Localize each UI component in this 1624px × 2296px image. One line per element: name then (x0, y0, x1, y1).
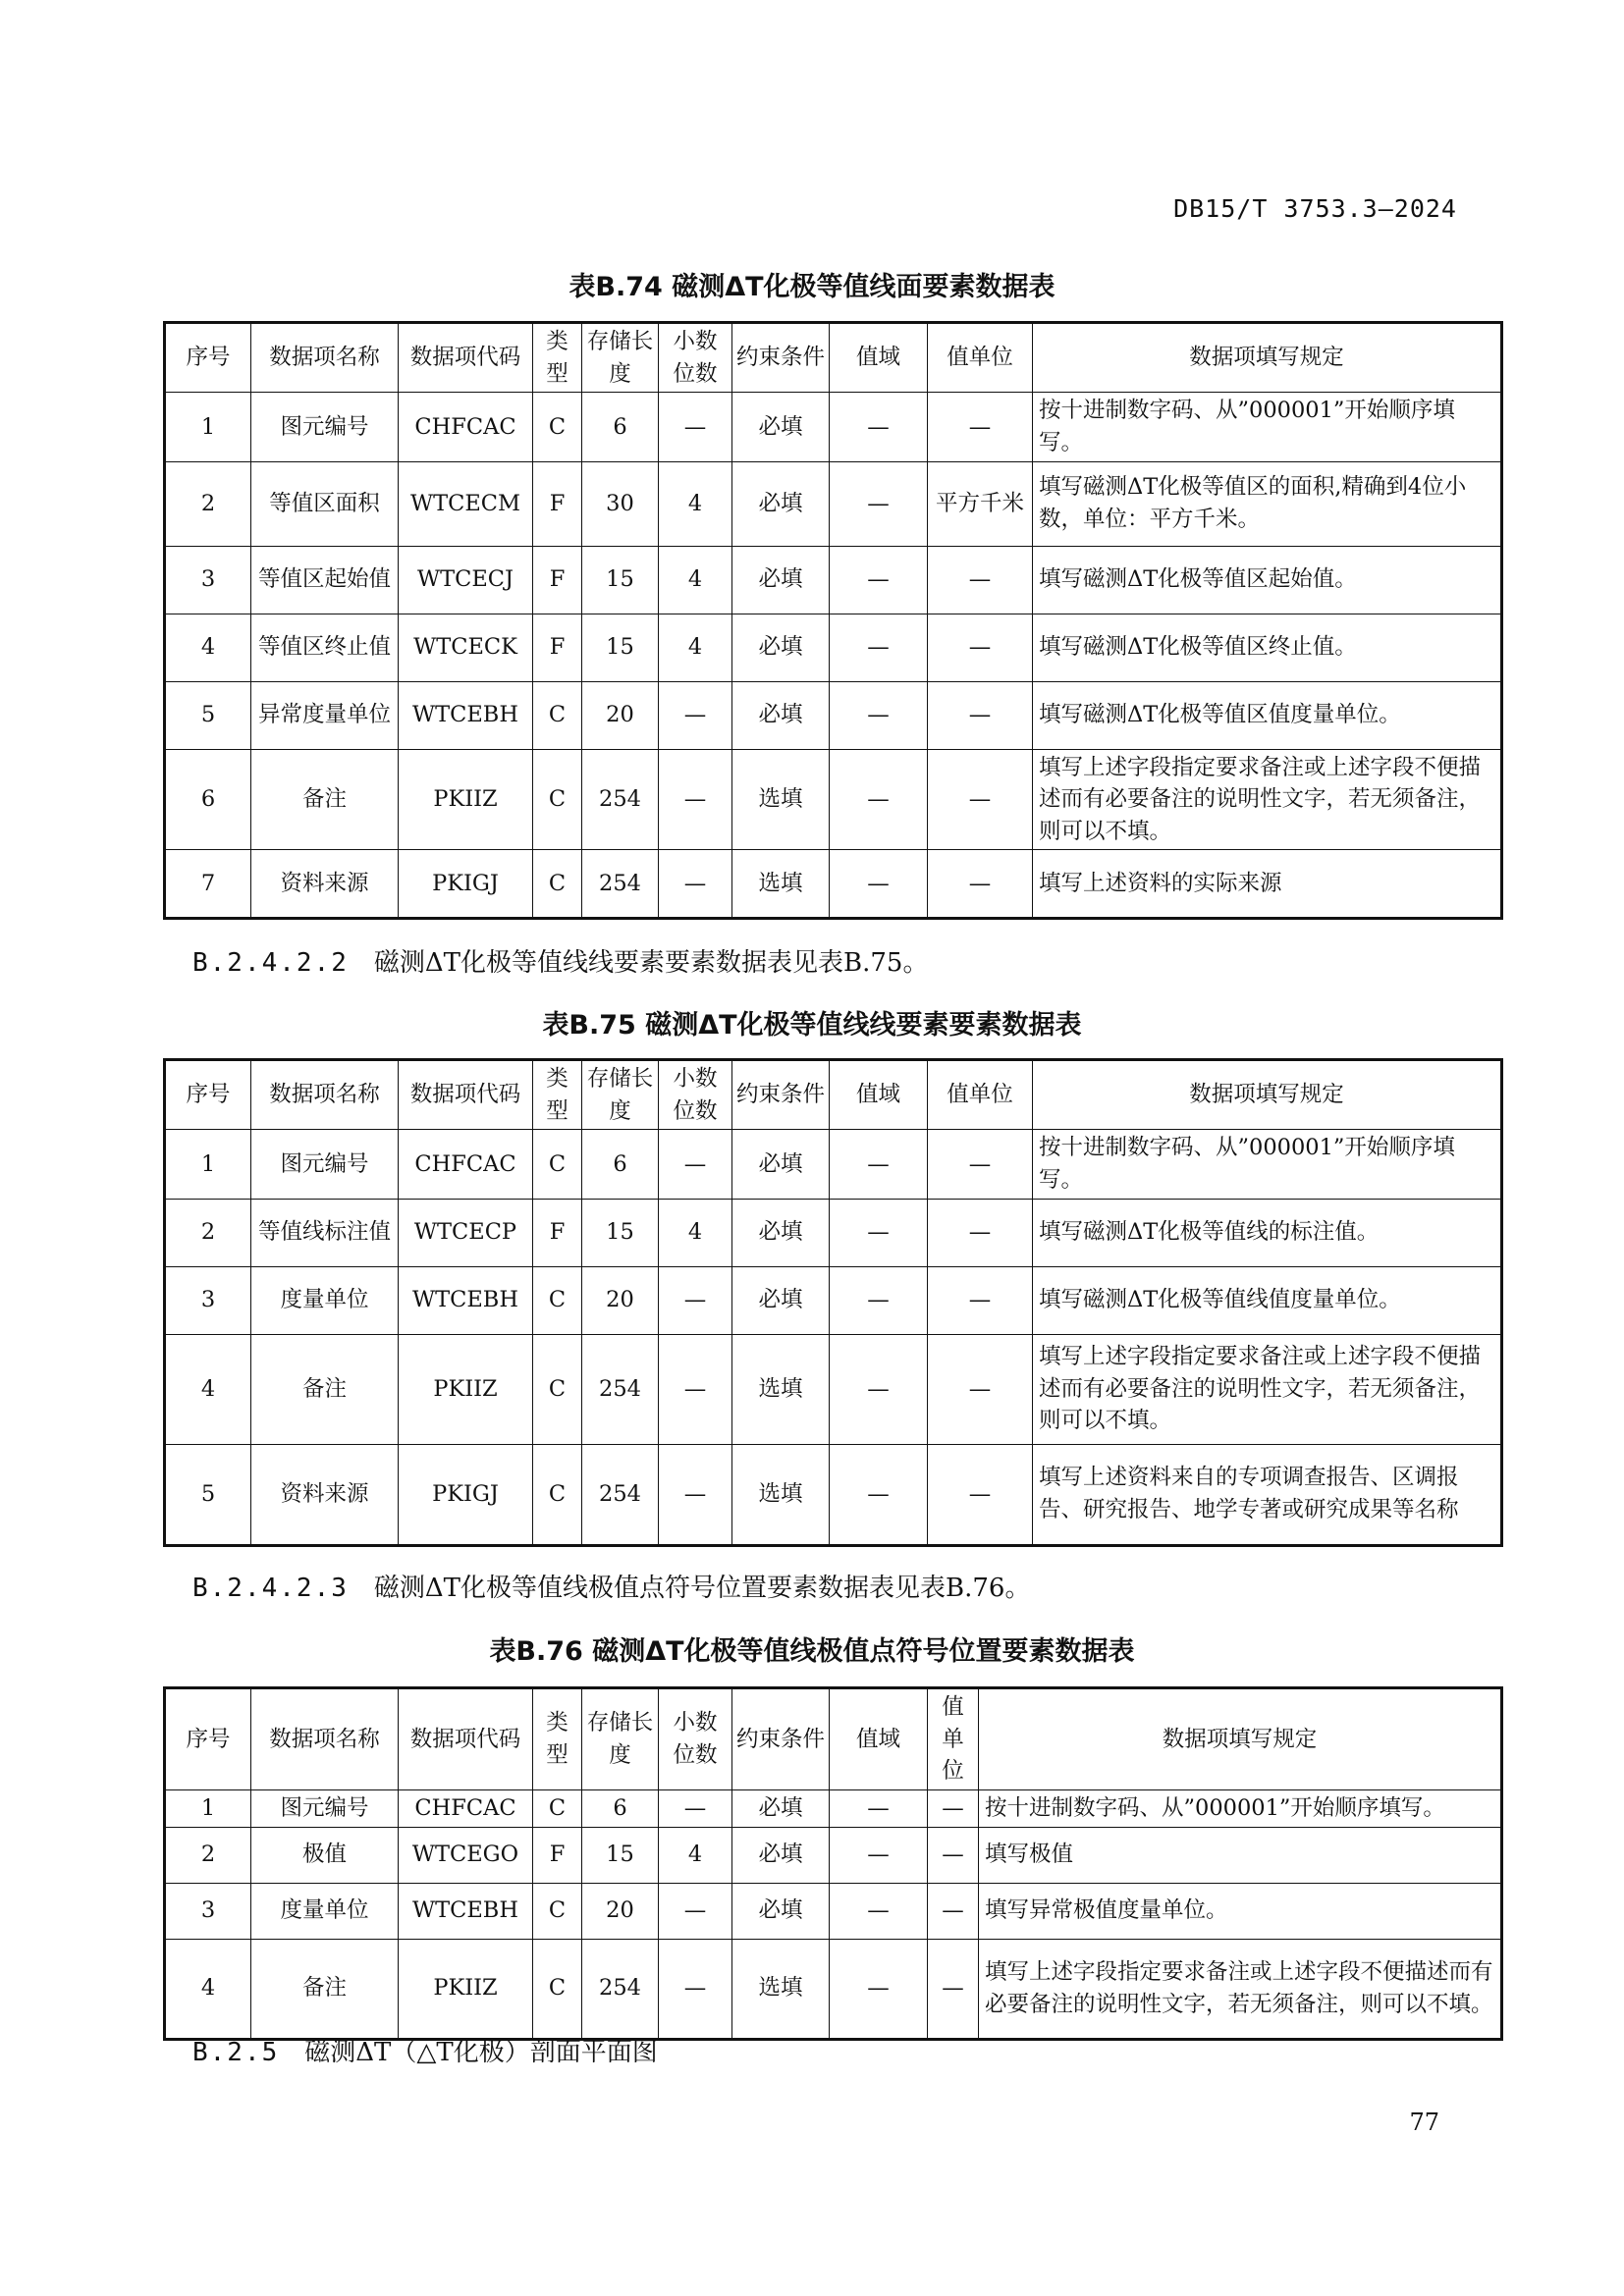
table-title-b75: 表B.75 磁测ΔT化极等值线线要素要素数据表 (542, 1010, 1082, 1041)
column-header-seq: 序号 (165, 1060, 251, 1130)
cell-length: 6 (582, 1130, 659, 1199)
cell-rule: 填写极值 (979, 1827, 1502, 1883)
table-row (165, 1883, 1502, 1939)
cell-constraint: 必填 (732, 614, 830, 681)
cell-length: 254 (582, 749, 659, 850)
cell-constraint: 必填 (732, 1266, 830, 1334)
cell-type: C (533, 681, 582, 749)
clause-b2422 (192, 942, 928, 979)
cell-type: C (533, 1789, 582, 1827)
cell-rule: 填写磁测ΔT化极等值区起始值。 (1033, 546, 1502, 614)
cell-seq: 2 (165, 461, 251, 546)
cell-type: C (533, 393, 582, 461)
cell-type: C (533, 1130, 582, 1199)
cell-unit: — (928, 1266, 1033, 1334)
cell-seq: 4 (165, 614, 251, 681)
cell-constraint: 选填 (732, 850, 830, 919)
cell-unit: — (928, 749, 1033, 850)
table-header-row (165, 323, 1502, 393)
cell-domain: — (830, 1789, 928, 1827)
cell-item-name: 度量单位 (251, 1266, 399, 1334)
cell-type: C (533, 850, 582, 919)
column-header-item-name: 数据项名称 (251, 1060, 399, 1130)
cell-type: C (533, 1444, 582, 1545)
cell-constraint: 选填 (732, 1939, 830, 2039)
column-header-item-code: 数据项代码 (399, 323, 533, 393)
column-header-decimals: 小数位数 (659, 1688, 732, 1790)
cell-type: F (533, 1827, 582, 1883)
table-b74 (163, 321, 1503, 920)
cell-domain: — (830, 393, 928, 461)
cell-rule: 填写磁测ΔT化极等值线值度量单位。 (1033, 1266, 1502, 1334)
cell-type: F (533, 546, 582, 614)
table-b76 (163, 1686, 1503, 2041)
cell-unit: 平方千米 (928, 461, 1033, 546)
column-header-item-name: 数据项名称 (251, 1688, 399, 1790)
table-row (165, 850, 1502, 919)
cell-constraint: 选填 (732, 1334, 830, 1444)
cell-constraint: 必填 (732, 1789, 830, 1827)
cell-length: 15 (582, 1827, 659, 1883)
cell-seq: 1 (165, 1130, 251, 1199)
table-header-row (165, 1688, 1502, 1790)
table-row (165, 614, 1502, 681)
cell-length: 254 (582, 1334, 659, 1444)
column-header-constraint: 约束条件 (732, 1060, 830, 1130)
cell-decimals: — (659, 1334, 732, 1444)
cell-unit: — (928, 1939, 979, 2039)
cell-unit: — (928, 393, 1033, 461)
cell-item-name: 图元编号 (251, 1789, 399, 1827)
cell-decimals: — (659, 1939, 732, 2039)
cell-item-name: 等值区面积 (251, 461, 399, 546)
cell-item-name: 等值线标注值 (251, 1199, 399, 1266)
document-code: DB15/T 3753.3—2024 (1173, 194, 1457, 223)
cell-unit: — (928, 1444, 1033, 1545)
table-row (165, 1334, 1502, 1444)
cell-decimals: — (659, 1266, 732, 1334)
cell-item-code: WTCECK (399, 614, 533, 681)
table-row (165, 681, 1502, 749)
cell-length: 15 (582, 614, 659, 681)
table-b75 (163, 1058, 1503, 1547)
cell-unit: — (928, 1883, 979, 1939)
cell-seq: 3 (165, 546, 251, 614)
cell-decimals: 4 (659, 614, 732, 681)
cell-domain: — (830, 681, 928, 749)
table-row (165, 461, 1502, 546)
cell-constraint: 必填 (732, 681, 830, 749)
column-header-rule: 数据项填写规定 (1033, 1060, 1502, 1130)
cell-item-code: PKIIZ (399, 1334, 533, 1444)
cell-seq: 2 (165, 1199, 251, 1266)
clause-text: 磁测ΔT化极等值线线要素要素数据表见表B.75。 (373, 948, 929, 978)
column-header-type: 类型 (533, 1688, 582, 1790)
cell-item-code: PKIIZ (399, 749, 533, 850)
cell-decimals: — (659, 681, 732, 749)
cell-type: F (533, 461, 582, 546)
cell-constraint: 必填 (732, 1199, 830, 1266)
column-header-seq: 序号 (165, 1688, 251, 1790)
cell-seq: 6 (165, 749, 251, 850)
column-header-decimals: 小数位数 (659, 323, 732, 393)
column-header-domain: 值域 (830, 323, 928, 393)
cell-item-name: 异常度量单位 (251, 681, 399, 749)
column-header-length: 存储长度 (582, 1688, 659, 1790)
cell-unit: — (928, 681, 1033, 749)
cell-domain: — (830, 1444, 928, 1545)
table-title-b76: 表B.76 磁测ΔT化极等值线极值点符号位置要素数据表 (489, 1636, 1135, 1667)
table-row (165, 1199, 1502, 1266)
cell-item-code: PKIGJ (399, 1444, 533, 1545)
cell-domain: — (830, 1883, 928, 1939)
cell-item-code: WTCEBH (399, 1883, 533, 1939)
cell-length: 6 (582, 393, 659, 461)
cell-type: C (533, 749, 582, 850)
cell-decimals: 4 (659, 1199, 732, 1266)
cell-length: 30 (582, 461, 659, 546)
cell-decimals: — (659, 393, 732, 461)
cell-constraint: 必填 (732, 1130, 830, 1199)
cell-domain: — (830, 546, 928, 614)
table-row (165, 1939, 1502, 2039)
cell-length: 15 (582, 546, 659, 614)
cell-domain: — (830, 614, 928, 681)
section-title: 磁测ΔT（△T化极）剖面平面图 (304, 2038, 658, 2067)
cell-decimals: — (659, 749, 732, 850)
column-header-type: 类型 (533, 1060, 582, 1130)
table-row (165, 1444, 1502, 1545)
cell-decimals: 4 (659, 1827, 732, 1883)
cell-domain: — (830, 1827, 928, 1883)
cell-rule: 填写上述字段指定要求备注或上述字段不便描述而有必要备注的说明性文字，若无须备注，则可以不填。 (1033, 749, 1502, 850)
clause-b2423 (192, 1568, 1030, 1604)
cell-item-code: WTCECM (399, 461, 533, 546)
column-header-length: 存储长度 (582, 1060, 659, 1130)
cell-length: 15 (582, 1199, 659, 1266)
cell-item-name: 资料来源 (251, 850, 399, 919)
cell-constraint: 必填 (732, 461, 830, 546)
cell-seq: 2 (165, 1827, 251, 1883)
cell-seq: 3 (165, 1266, 251, 1334)
column-header-constraint: 约束条件 (732, 1688, 830, 1790)
cell-item-code: WTCEBH (399, 681, 533, 749)
cell-rule: 按十进制数字码、从”000001”开始顺序填写。 (1033, 1130, 1502, 1199)
table-row (165, 1827, 1502, 1883)
cell-domain: — (830, 850, 928, 919)
cell-length: 6 (582, 1789, 659, 1827)
cell-item-name: 极值 (251, 1827, 399, 1883)
column-header-unit: 值单位 (928, 323, 1033, 393)
column-header-item-code: 数据项代码 (399, 1688, 533, 1790)
cell-seq: 3 (165, 1883, 251, 1939)
cell-type: C (533, 1883, 582, 1939)
cell-item-name: 备注 (251, 749, 399, 850)
column-header-item-code: 数据项代码 (399, 1060, 533, 1130)
cell-item-code: WTCEGO (399, 1827, 533, 1883)
cell-domain: — (830, 1939, 928, 2039)
clause-text: 磁测ΔT化极等值线极值点符号位置要素数据表见表B.76。 (373, 1574, 1031, 1603)
cell-seq: 7 (165, 850, 251, 919)
cell-item-name: 图元编号 (251, 1130, 399, 1199)
cell-rule: 填写上述字段指定要求备注或上述字段不便描述而有必要备注的说明性文字，若无须备注，则可以不填。 (979, 1939, 1502, 2039)
cell-unit: — (928, 1130, 1033, 1199)
column-header-unit: 值单位 (928, 1060, 1033, 1130)
cell-type: C (533, 1939, 582, 2039)
cell-length: 20 (582, 1883, 659, 1939)
column-header-seq: 序号 (165, 323, 251, 393)
cell-constraint: 必填 (732, 546, 830, 614)
cell-constraint: 必填 (732, 1883, 830, 1939)
table-title-b74: 表B.74 磁测ΔT化极等值线面要素数据表 (568, 272, 1056, 302)
cell-item-name: 等值区终止值 (251, 614, 399, 681)
cell-decimals: — (659, 1130, 732, 1199)
table-row (165, 1266, 1502, 1334)
cell-constraint: 必填 (732, 393, 830, 461)
column-header-length: 存储长度 (582, 323, 659, 393)
cell-item-name: 等值区起始值 (251, 546, 399, 614)
table-row (165, 1130, 1502, 1199)
clause-number: B.2.4.2.3 (192, 1574, 349, 1603)
cell-seq: 5 (165, 681, 251, 749)
table-header-row (165, 1060, 1502, 1130)
cell-rule: 填写磁测ΔT化极等值区值度量单位。 (1033, 681, 1502, 749)
cell-item-name: 图元编号 (251, 393, 399, 461)
clause-number: B.2.4.2.2 (192, 948, 349, 978)
table-row (165, 393, 1502, 461)
cell-length: 254 (582, 850, 659, 919)
cell-seq: 5 (165, 1444, 251, 1545)
cell-rule: 填写上述资料的实际来源 (1033, 850, 1502, 919)
column-header-domain: 值域 (830, 1688, 928, 1790)
cell-type: F (533, 614, 582, 681)
section-number: B.2.5 (192, 2038, 280, 2067)
cell-decimals: 4 (659, 461, 732, 546)
cell-decimals: — (659, 1789, 732, 1827)
cell-item-name: 资料来源 (251, 1444, 399, 1545)
cell-item-name: 备注 (251, 1939, 399, 2039)
cell-type: F (533, 1199, 582, 1266)
cell-item-code: CHFCAC (399, 393, 533, 461)
cell-constraint: 必填 (732, 1827, 830, 1883)
cell-unit: — (928, 546, 1033, 614)
cell-rule: 填写磁测ΔT化极等值区的面积,精确到4位小数，单位：平方千米。 (1033, 461, 1502, 546)
cell-seq: 1 (165, 1789, 251, 1827)
column-header-rule: 数据项填写规定 (1033, 323, 1502, 393)
cell-item-name: 度量单位 (251, 1883, 399, 1939)
cell-constraint: 选填 (732, 749, 830, 850)
cell-rule: 按十进制数字码、从”000001”开始顺序填写。 (979, 1789, 1502, 1827)
cell-decimals: 4 (659, 546, 732, 614)
cell-item-code: PKIIZ (399, 1939, 533, 2039)
cell-domain: — (830, 1334, 928, 1444)
cell-type: C (533, 1334, 582, 1444)
cell-length: 254 (582, 1444, 659, 1545)
cell-decimals: — (659, 1444, 732, 1545)
cell-unit: — (928, 614, 1033, 681)
cell-unit: — (928, 1827, 979, 1883)
cell-domain: — (830, 1130, 928, 1199)
column-header-domain: 值域 (830, 1060, 928, 1130)
page-number: 77 (1409, 2109, 1439, 2136)
cell-seq: 4 (165, 1334, 251, 1444)
column-header-constraint: 约束条件 (732, 323, 830, 393)
table-row (165, 546, 1502, 614)
cell-item-code: PKIGJ (399, 850, 533, 919)
cell-seq: 4 (165, 1939, 251, 2039)
table-row (165, 1789, 1502, 1827)
cell-item-code: CHFCAC (399, 1130, 533, 1199)
cell-domain: — (830, 1266, 928, 1334)
cell-length: 20 (582, 1266, 659, 1334)
cell-item-code: CHFCAC (399, 1789, 533, 1827)
cell-constraint: 选填 (732, 1444, 830, 1545)
table-row (165, 749, 1502, 850)
cell-seq: 1 (165, 393, 251, 461)
column-header-rule: 数据项填写规定 (979, 1688, 1502, 1790)
cell-domain: — (830, 1199, 928, 1266)
cell-rule: 填写上述资料来自的专项调查报告、区调报告、研究报告、地学专著或研究成果等名称 (1033, 1444, 1502, 1545)
cell-type: C (533, 1266, 582, 1334)
section-b25 (192, 2032, 658, 2068)
cell-item-code: WTCECJ (399, 546, 533, 614)
column-header-type: 类型 (533, 323, 582, 393)
cell-decimals: — (659, 850, 732, 919)
cell-rule: 填写磁测ΔT化极等值区终止值。 (1033, 614, 1502, 681)
cell-domain: — (830, 749, 928, 850)
cell-rule: 填写异常极值度量单位。 (979, 1883, 1502, 1939)
cell-rule: 填写上述字段指定要求备注或上述字段不便描述而有必要备注的说明性文字，若无须备注，则可以不填。 (1033, 1334, 1502, 1444)
column-header-decimals: 小数位数 (659, 1060, 732, 1130)
column-header-unit: 值单位 (928, 1688, 979, 1790)
cell-domain: — (830, 461, 928, 546)
cell-unit: — (928, 850, 1033, 919)
cell-item-name: 备注 (251, 1334, 399, 1444)
cell-unit: — (928, 1199, 1033, 1266)
cell-item-code: WTCEBH (399, 1266, 533, 1334)
cell-rule: 填写磁测ΔT化极等值线的标注值。 (1033, 1199, 1502, 1266)
cell-rule: 按十进制数字码、从”000001”开始顺序填写。 (1033, 393, 1502, 461)
cell-length: 20 (582, 681, 659, 749)
cell-unit: — (928, 1334, 1033, 1444)
cell-length: 254 (582, 1939, 659, 2039)
cell-decimals: — (659, 1883, 732, 1939)
column-header-item-name: 数据项名称 (251, 323, 399, 393)
cell-item-code: WTCECP (399, 1199, 533, 1266)
cell-unit: — (928, 1789, 979, 1827)
